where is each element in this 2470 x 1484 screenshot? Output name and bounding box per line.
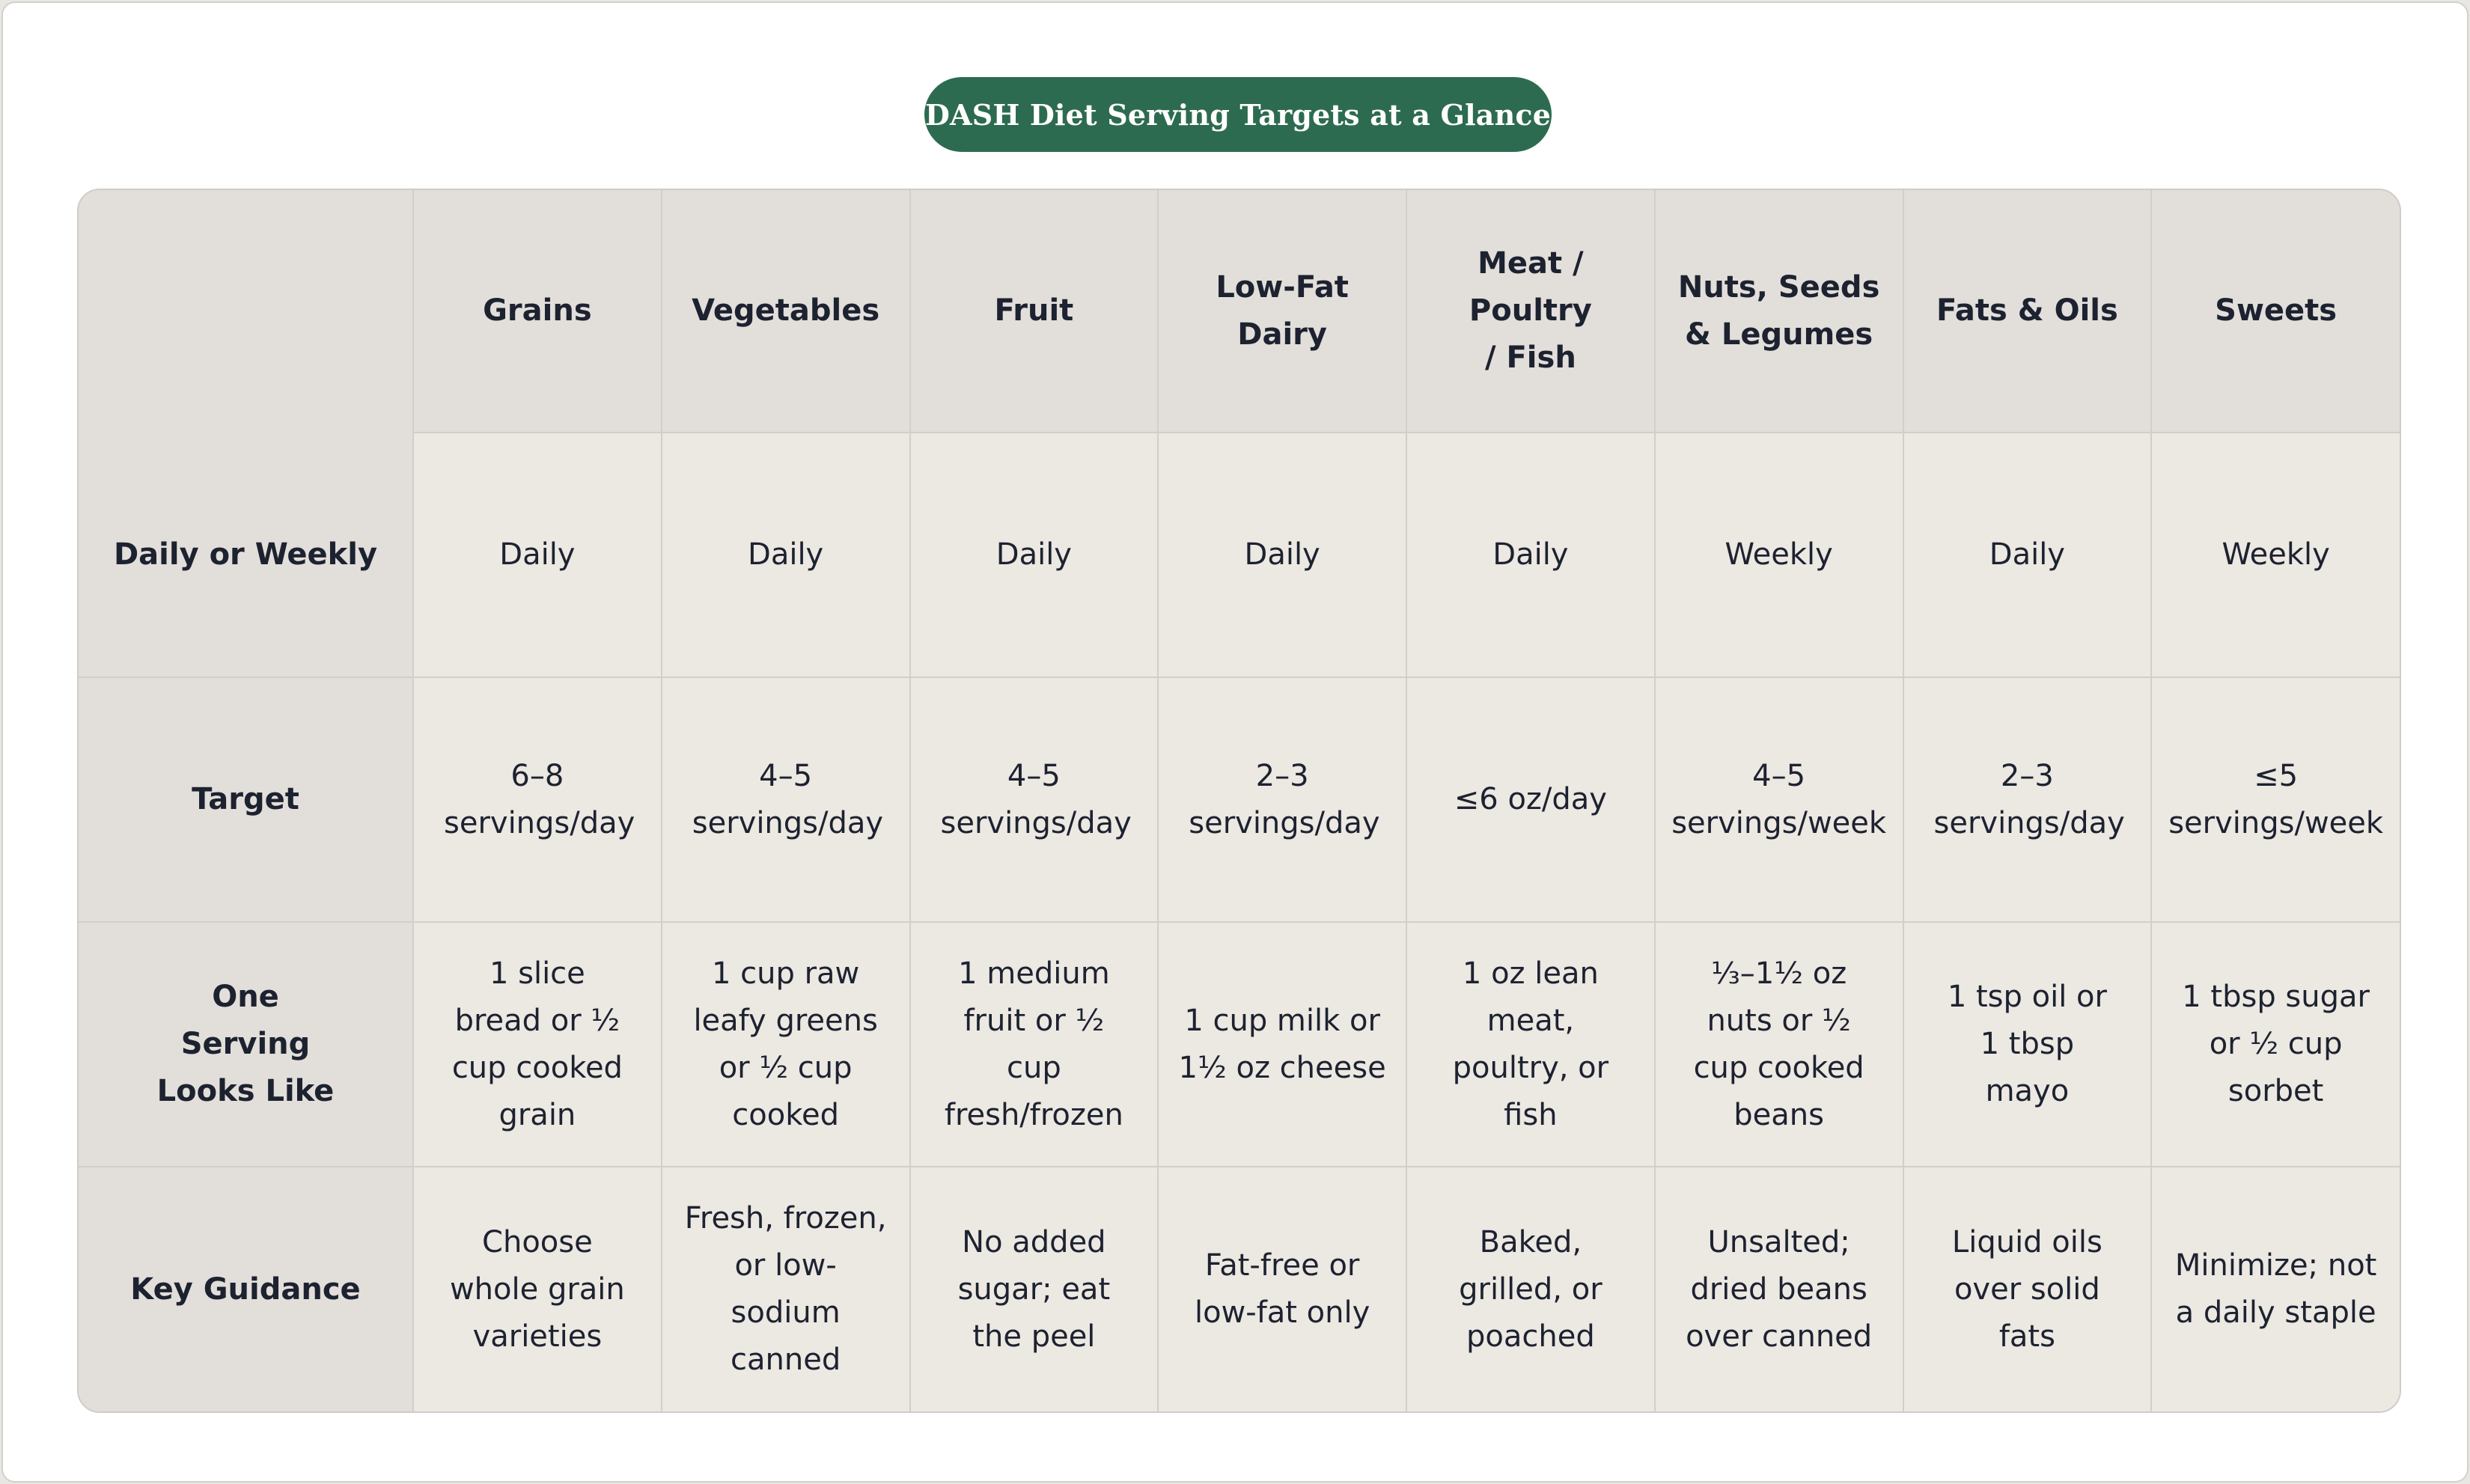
- table-cell: Fat-free or low-fat only: [1158, 1167, 1406, 1411]
- table-cell: ≤6 oz/day: [1406, 677, 1655, 922]
- table-cell: Daily: [1406, 433, 1655, 677]
- table-cell: 1 oz lean meat, poultry, or fish: [1406, 922, 1655, 1167]
- column-header-low-fat-dairy: [1158, 190, 1406, 433]
- corner-cell: [79, 190, 413, 433]
- serving-targets-table: [79, 190, 2400, 1411]
- table-cell: ⅓–1½ oz nuts or ½ cup cooked beans: [1655, 922, 1903, 1167]
- table-cell: No added sugar; eat the peel: [910, 1167, 1159, 1411]
- table-cell: 1 cup milk or 1½ oz cheese: [1158, 922, 1406, 1167]
- table-cell: Choose whole grain varieties: [413, 1167, 662, 1411]
- table-row: [79, 922, 2400, 1167]
- table-cell: 4–5 servings/week: [1655, 677, 1903, 922]
- table-cell: 4–5 servings/day: [662, 677, 910, 922]
- column-header-vegetables: [662, 190, 910, 433]
- column-header-grains: [413, 190, 662, 433]
- column-header-label: Low-Fat Dairy: [1216, 269, 1349, 352]
- row-header-one-serving-looks-like: One Serving Looks Like: [79, 922, 413, 1167]
- table-cell: 2–3 servings/day: [1903, 677, 2152, 922]
- table-cell: ≤5 servings/week: [2151, 677, 2400, 922]
- column-header-label: Nuts, Seeds & Legumes: [1677, 269, 1880, 352]
- table-cell: Daily: [910, 433, 1159, 677]
- page-title: DASH Diet Serving Targets at a Glance: [924, 77, 1552, 152]
- table-cell: 1 cup raw leafy greens or ½ cup cooked: [662, 922, 910, 1167]
- row-header-daily-or-weekly: Daily or Weekly: [79, 433, 413, 677]
- column-header-label: Fats & Oils: [1936, 293, 2118, 328]
- column-header-label: Sweets: [2215, 293, 2338, 328]
- table-cell: 4–5 servings/day: [910, 677, 1159, 922]
- serving-targets-table-container: [77, 189, 2401, 1413]
- row-header-target: Target: [79, 677, 413, 922]
- row-header-key-guidance: Key Guidance: [79, 1167, 413, 1411]
- column-header-label: Grains: [483, 293, 592, 328]
- table-row: [79, 433, 2400, 677]
- column-header-fats-oils: [1903, 190, 2152, 433]
- table-cell: Baked, grilled, or poached: [1406, 1167, 1655, 1411]
- column-header-nuts-seeds-legumes: [1655, 190, 1903, 433]
- header-row: [79, 190, 2400, 433]
- column-header-label: Meat / Poultry / Fish: [1469, 246, 1592, 375]
- column-header-meat-poultry-fish: [1406, 190, 1655, 433]
- table-cell: Daily: [413, 433, 662, 677]
- table-cell: Unsalted; dried beans over canned: [1655, 1167, 1903, 1411]
- table-cell: Daily: [1903, 433, 2152, 677]
- table-cell: Weekly: [2151, 433, 2400, 677]
- column-header-sweets: [2151, 190, 2400, 433]
- page-canvas: [1, 1, 2469, 1483]
- column-header-label: Vegetables: [692, 293, 880, 328]
- table-cell: Daily: [662, 433, 910, 677]
- table-cell: 1 tsp oil or 1 tbsp mayo: [1903, 922, 2152, 1167]
- table-cell: 1 slice bread or ½ cup cooked grain: [413, 922, 662, 1167]
- table-cell: Fresh, frozen, or low-sodium canned: [662, 1167, 910, 1411]
- table-cell: 6–8 servings/day: [413, 677, 662, 922]
- table-row: [79, 1167, 2400, 1411]
- column-header-fruit: [910, 190, 1159, 433]
- column-header-label: Fruit: [994, 293, 1074, 328]
- table-row: [79, 677, 2400, 922]
- table-cell: 1 tbsp sugar or ½ cup sorbet: [2151, 922, 2400, 1167]
- table-cell: 2–3 servings/day: [1158, 677, 1406, 922]
- table-cell: Liquid oils over solid fats: [1903, 1167, 2152, 1411]
- table-cell: Weekly: [1655, 433, 1903, 677]
- table-cell: 1 medium fruit or ½ cup fresh/frozen: [910, 922, 1159, 1167]
- table-cell: Daily: [1158, 433, 1406, 677]
- table-cell: Minimize; not a daily staple: [2151, 1167, 2400, 1411]
